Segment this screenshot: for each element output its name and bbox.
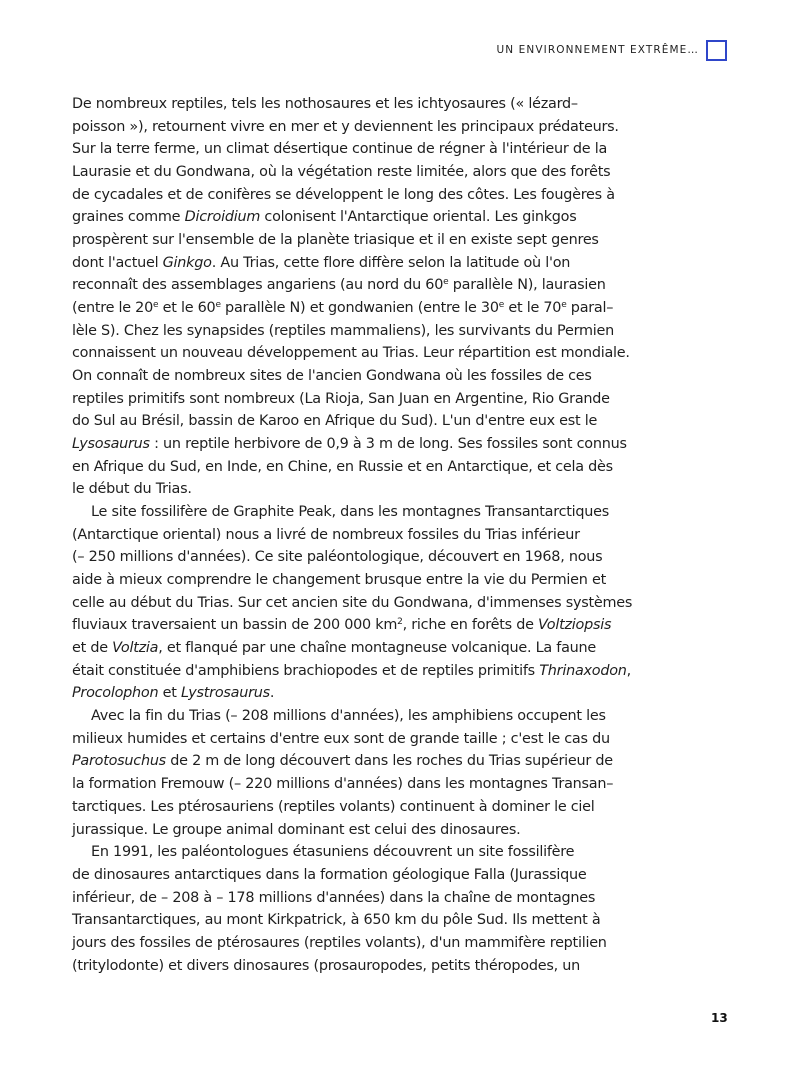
italic-term: Procolophon [72,685,159,702]
text-run: On connaît de nombreux sites de l'ancien Gondwana où les fossiles de ces [72,368,592,385]
text-run: celle au début du Trias. Sur cet ancien site du Gondwana, d'immenses systèmes [72,594,633,611]
text-run: Laurasie et du Gondwana, où la végétation reste limitée, alors que des forêts [72,164,611,181]
text-line [72,819,558,842]
text-line [72,138,608,161]
text-line [72,887,596,910]
body-text [72,93,633,977]
text-line [72,342,630,365]
paragraph [72,705,614,841]
italic-term: Voltziopsis [538,617,612,634]
superscript: e [215,300,221,311]
text-run: était constituée d'amphibiens brachiopodes et de reptiles primitifs [72,662,540,679]
italic-term: Lysosaurus [72,436,150,453]
italic-term: Parotosuchus [72,753,166,770]
text-run: graines comme [72,209,185,226]
text-run: reconnaît des assemblages angariens (au nord du 60 [72,277,444,294]
text-line [72,546,603,569]
text-run: milieux humides et certains d'entre eux sont de grande taille ; c'est le cas du [72,730,610,747]
text-run: de cycadales et de conifères se développent le long des côtes. Les fougères à [72,186,615,203]
paragraph [72,841,607,977]
text-line [72,501,609,524]
text-run: (entre le 20 [72,300,153,317]
text-run: et de [72,640,113,657]
text-run: en Afrique du Sud, en Inde, en Chine, en Russie et en Antarctique, et cela dès [72,458,613,475]
superscript: e [443,277,449,288]
text-line [72,592,633,615]
text-line [72,796,595,819]
text-run: la formation Fremouw (– 220 millions d'années) dans les montagnes Transan– [72,776,614,793]
text-line [72,773,614,796]
text-run: , riche en forêts de [402,617,539,634]
text-run: et le 60 [158,300,216,317]
text-line [72,206,577,229]
text-line [72,320,614,343]
text-line [72,705,606,728]
text-line [72,614,612,637]
text-run: En 1991, les paléontologues étasuniens découvrent un site fossilifère [91,844,575,861]
italic-term: Ginkgo [162,254,212,271]
italic-term: Voltzia [112,640,159,657]
text-line [72,932,607,955]
text-run: de 2 m de long découvert dans les roches du Trias supérieur de [165,753,613,770]
text-run: prospèrent sur l'ensemble de la planète triasique et il en existe sept genres [72,232,599,249]
text-run: , [626,662,631,679]
text-run: connaissent un nouveau développement au Trias. Leur répartition est mondiale. [72,345,630,362]
text-line [72,297,614,320]
text-line [72,660,631,683]
text-line [72,410,598,433]
text-run: do Sul au Brésil, bassin de Karoo en Afrique du Sud). L'un d'entre eux est le [72,413,598,430]
paragraph [72,93,630,501]
text-run: (Antarctique oriental) nous a livré de nombreux fossiles du Trias inférieur [72,526,580,543]
text-run: tarctiques. Les ptérosauriens (reptiles volants) continuent à dominer le ciel [72,798,595,815]
text-line [72,750,613,773]
text-run: reptiles primitifs sont nombreux (La Rioja, San Juan en Argentine, Rio Grande [72,390,610,407]
text-run: Avec la fin du Trias (– 208 millions d'années), les amphibiens occupent les [91,708,606,725]
italic-term: Thrinaxodon [539,662,627,679]
superscript: e [561,300,567,311]
text-run: , et flanqué par une chaîne montagneuse volcanique. La faune [158,640,597,657]
text-run: : un reptile herbivore de 0,9 à 3 m de long. Ses fossiles sont connus [149,436,627,453]
text-line [72,728,610,751]
text-run: Le site fossilifère de Graphite Peak, dans les montagnes Transantarctiques [91,504,609,521]
paragraph [72,501,633,705]
text-run: . Au Trias, cette flore diffère selon la latitude où l'on [211,254,571,271]
superscript: e [498,300,505,311]
text-line [72,569,606,592]
text-line [72,161,611,184]
text-run: poisson »), retournent vivre en mer et y deviennent les principaux prédateurs. [72,118,619,135]
text-run: . [269,685,275,702]
text-run: parallèle N), laurasien [448,277,606,294]
text-line [72,955,580,978]
text-run: (– 250 millions d'années). Ce site paléontologique, découvert en 1968, nous [72,549,603,566]
text-run: (tritylodonte) et divers dinosaures (prosauropodes, petits théropodes, un [72,957,580,974]
text-run: Sur la terre ferme, un climat désertique continue de régner à l'intérieur de la [72,141,608,158]
superscript: 2 [397,617,403,628]
page-number: 13 [711,1011,728,1025]
text-run: le début du Trias. [72,481,192,498]
text-line [72,433,627,456]
text-line [72,116,619,139]
text-run: lèle S). Chez les synapsides (reptiles mammaliens), les survivants du Permien [72,322,614,339]
text-run: et le 70 [504,300,562,317]
text-run: et [158,685,182,702]
text-run: De nombreux reptiles, tels les nothosaures et les ichtyosaures (« lézard– [72,96,578,112]
text-line [72,388,610,411]
text-run: inférieur, de – 208 à – 178 millions d'années) dans la chaîne de montagnes [72,889,596,906]
text-run: jours des fossiles de ptérosaures (reptiles volants), d'un mammifère reptilien [72,934,607,951]
text-line [72,524,580,547]
text-run: jurassique. Le groupe animal dominant est celui des dinosaures. [72,821,521,838]
text-run: Transantarctiques, au mont Kirkpatrick, à 650 km du pôle Sud. Ils mettent à [72,912,601,929]
text-line [72,274,606,297]
text-line [72,864,587,887]
text-line [72,456,613,479]
text-line [72,909,601,932]
text-line [72,252,571,275]
italic-term: Dicroidium [184,209,261,226]
text-run: dont l'actuel [72,254,163,271]
text-line [72,682,558,705]
running-head: UN ENVIRONNEMENT EXTRÊME… [496,44,699,56]
text-line [72,184,615,207]
text-run: de dinosaures antarctiques dans la formation géologique Falla (Jurassique [72,866,587,883]
text-run: aide à mieux comprendre le changement brusque entre la vie du Permien et [72,572,606,589]
text-run: parallèle N) et gondwanien (entre le 30 [220,300,499,317]
text-line [72,365,592,388]
text-line [72,637,597,660]
italic-term: Lystrosaurus [181,685,270,702]
text-line [72,93,578,116]
text-run: fluviaux traversaient un bassin de 200 000 km [72,617,398,634]
superscript: e [153,300,159,311]
text-run: paral– [566,300,614,317]
text-line [72,229,599,252]
text-line [72,841,575,864]
chapter-marker-box [706,40,727,61]
text-line [72,478,558,501]
text-run: colonisent l'Antarctique oriental. Les ginkgos [260,209,577,226]
